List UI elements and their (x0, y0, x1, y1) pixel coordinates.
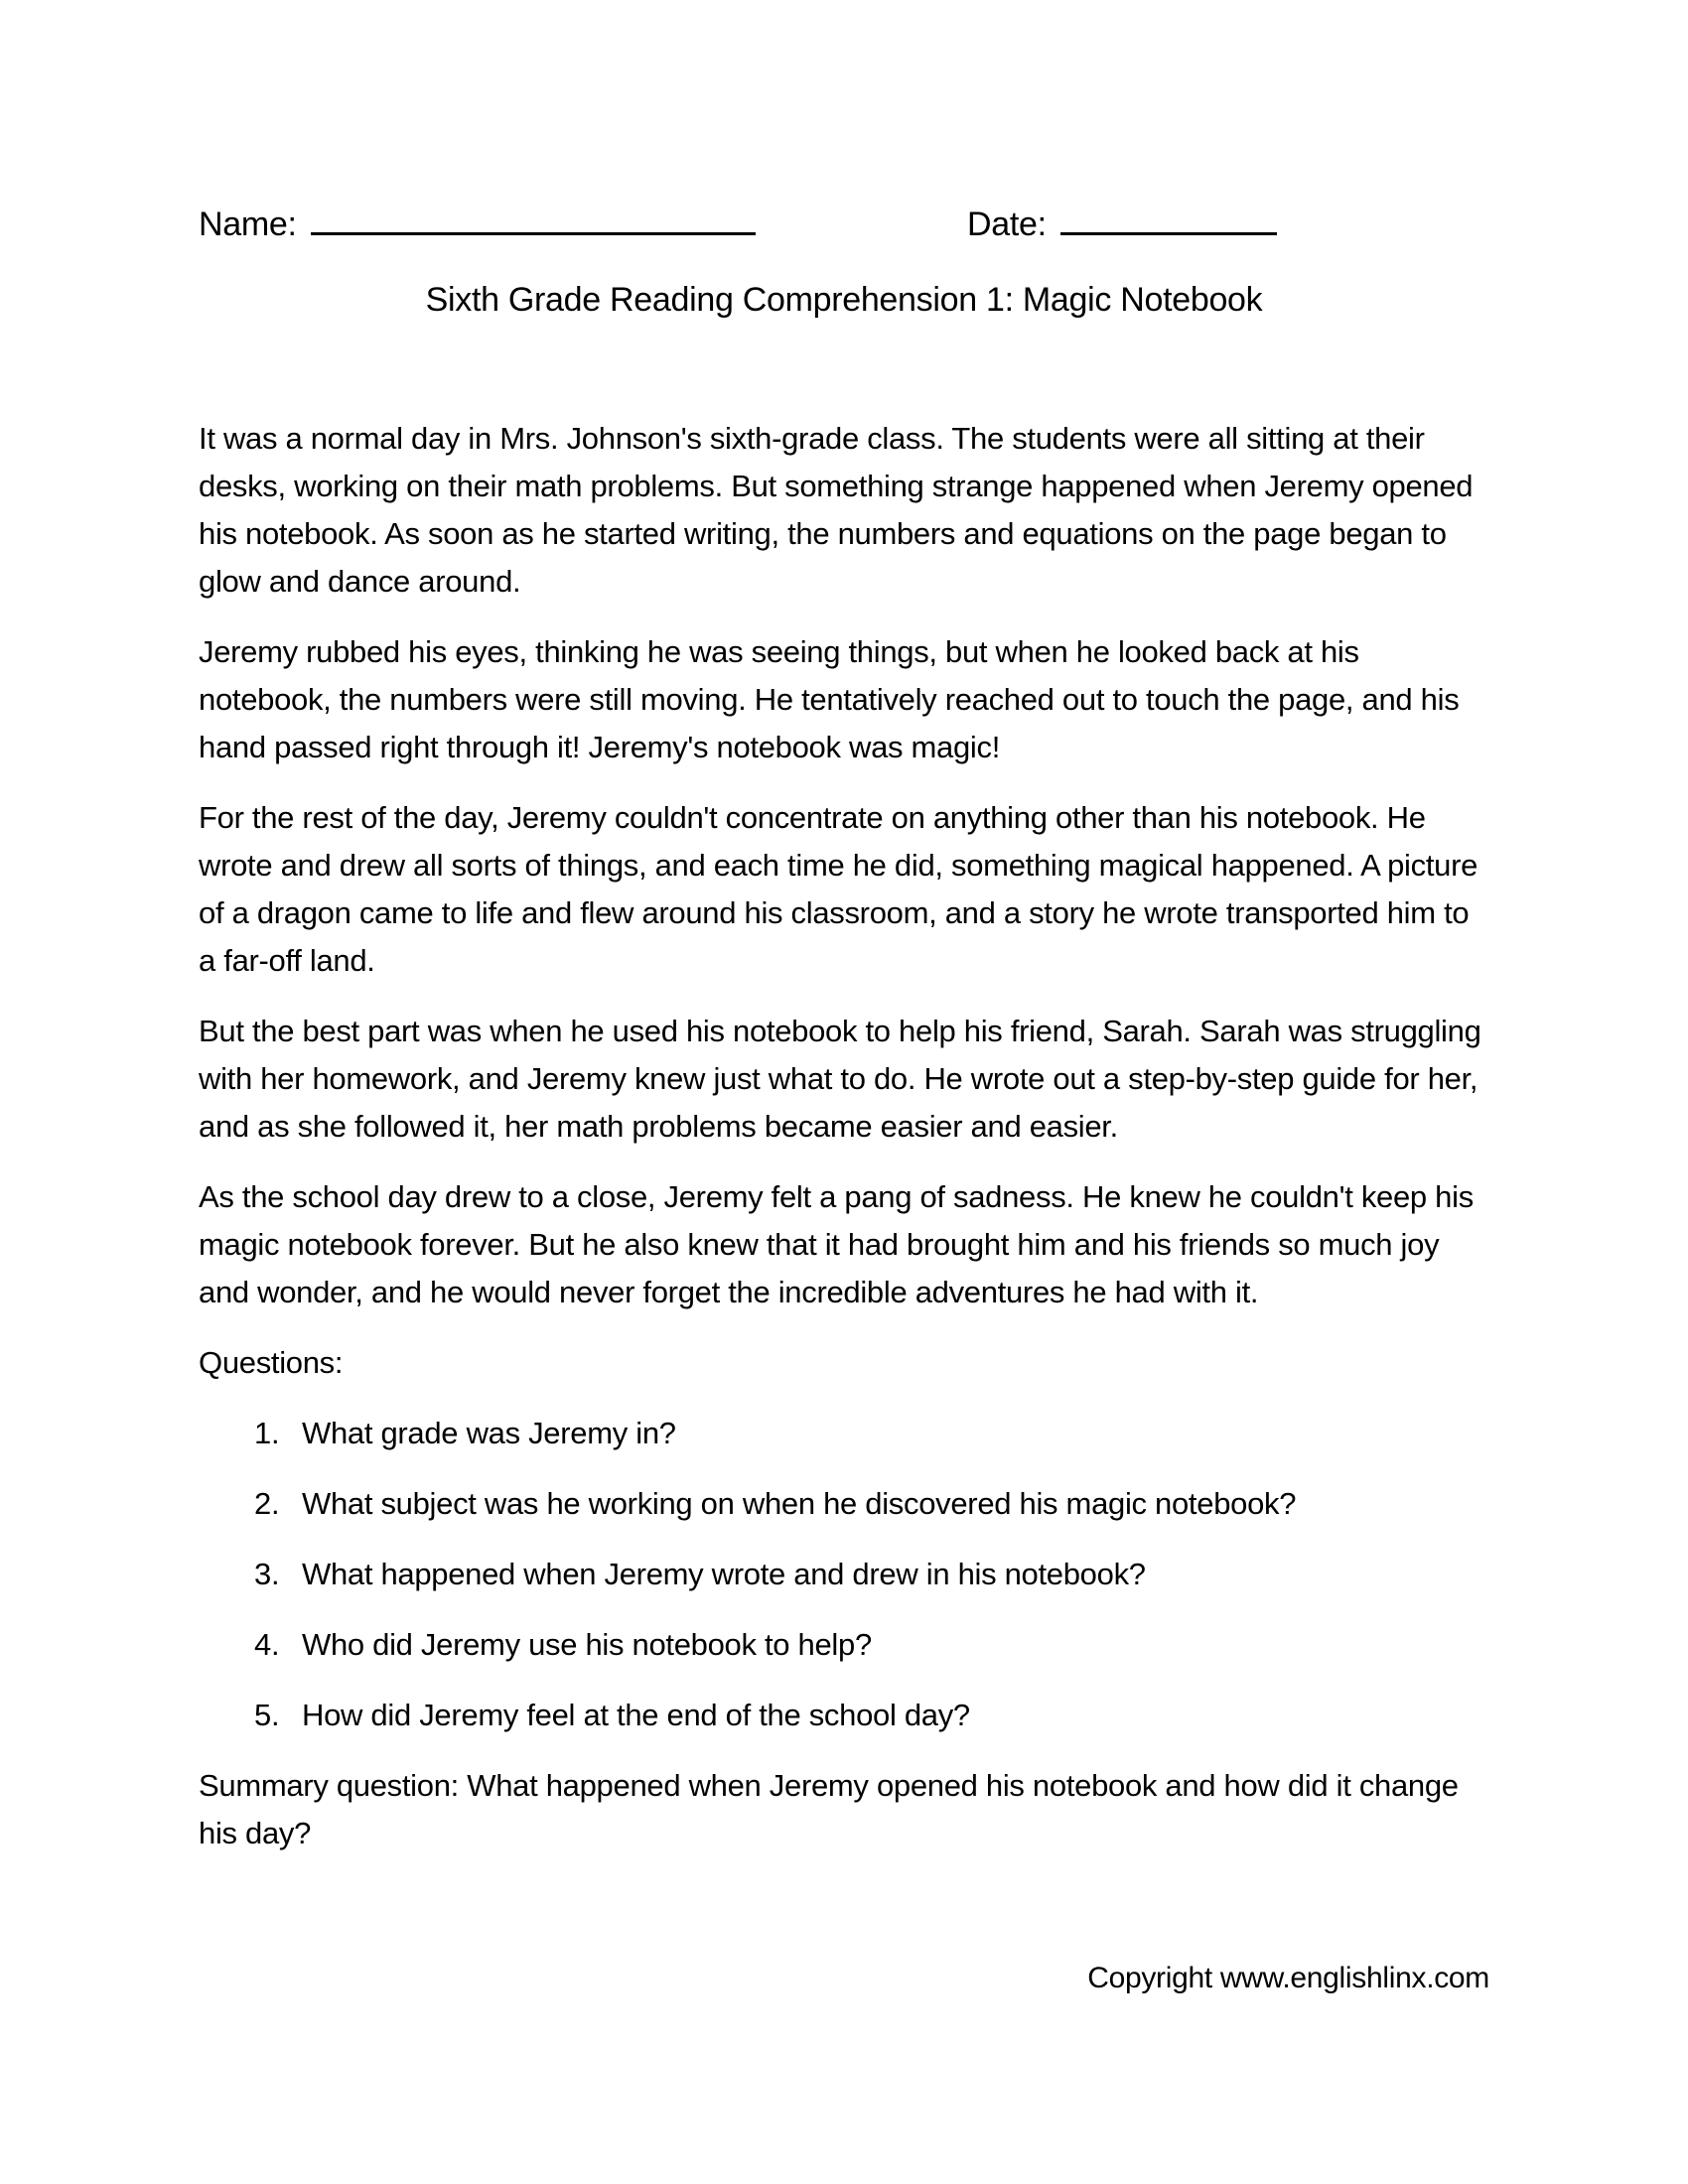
questions-heading: Questions: (199, 1345, 344, 1380)
passage-paragraph-3: For the rest of the day, Jeremy couldn't concentrate on anything other than his notebook. He wrote and drew all sorts of things, and each time he did, something magical happened. A picture of a dragon came to life and flew around his classroom, and a story he wrote transported him to a far-off land. (199, 800, 1478, 978)
header (199, 199, 1489, 246)
question-text-4: Who did Jeremy use his notebook to help? (302, 1627, 872, 1662)
question-item-2 (199, 1480, 1489, 1528)
question-number-5: 5. (254, 1698, 280, 1732)
summary-question: Summary question: What happened when Jeremy opened his notebook and how did it change his day? (199, 1768, 1459, 1850)
questions-list (199, 1410, 1489, 1739)
passage-paragraph-4: But the best part was when he used his notebook to help his friend, Sarah. Sarah was struggling with her homework, and Jeremy knew just what to do. He wrote out a step-by-step guide for her, and as she followed it, her math problems became easier and easier. (199, 1014, 1481, 1144)
date-label: Date: (967, 205, 1047, 243)
passage-paragraph-2: Jeremy rubbed his eyes, thinking he was seeing things, but when he looked back at his notebook, the numbers were still moving. He tentatively reached out to touch the page, and his hand passed right through it! Jeremy's notebook was magic! (199, 634, 1460, 764)
copyright-notice: Copyright www.englishlinx.com (1087, 1962, 1489, 1994)
reading-passage (199, 415, 1489, 1316)
question-number-3: 3. (254, 1557, 280, 1591)
question-item-1 (199, 1410, 1489, 1457)
date-field-group (967, 199, 1277, 248)
question-item-5 (199, 1692, 1489, 1739)
name-label: Name: (199, 205, 297, 243)
question-text-3: What happened when Jeremy wrote and drew in his notebook? (302, 1557, 1146, 1591)
name-blank-line (311, 199, 756, 235)
question-text-2: What subject was he working on when he discovered his magic notebook? (302, 1486, 1297, 1521)
worksheet-title: Sixth Grade Reading Comprehension 1: Magic Notebook (425, 281, 1263, 319)
question-item-4 (199, 1621, 1489, 1669)
question-text-5: How did Jeremy feel at the end of the school day? (302, 1698, 970, 1732)
name-field-group (199, 205, 756, 243)
passage-paragraph-1: It was a normal day in Mrs. Johnson's sixth-grade class. The students were all sitting at their desks, working on their math problems. But something strange happened when Jeremy opened his notebook. As soon as he started writing, the numbers and equations on the page began to glow and dance around. (199, 421, 1474, 599)
question-number-4: 4. (254, 1627, 280, 1662)
question-number-1: 1. (254, 1416, 280, 1450)
date-blank-line (1060, 199, 1277, 235)
question-item-3 (199, 1551, 1489, 1598)
question-number-2: 2. (254, 1486, 280, 1521)
question-text-1: What grade was Jeremy in? (302, 1416, 676, 1450)
passage-paragraph-5: As the school day drew to a close, Jeremy felt a pang of sadness. He knew he couldn't keep his magic notebook forever. But he also knew that it had brought him and his friends so much joy and wonder, and he would never forget the incredible adventures he had with it. (199, 1179, 1474, 1309)
